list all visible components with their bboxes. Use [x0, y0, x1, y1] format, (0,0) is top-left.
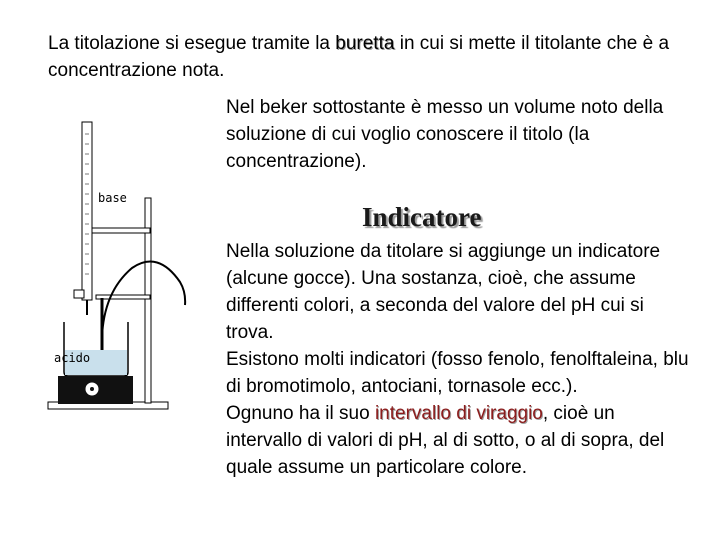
indicator-definition: Nella soluzione da titolare si aggiunge un indicatore (alcune gocce). Una sostanza, cioè, che assume differenti colori, a seconda del valore del pH cui si trova.	[226, 241, 661, 343]
burette-tube	[82, 122, 92, 300]
probe-cable	[102, 262, 185, 350]
indicatore-heading: Indicatore	[362, 202, 482, 232]
burette-stopcock	[74, 290, 84, 298]
indicatore-paragraph	[226, 238, 696, 481]
intro-text-end: in cui si mette il titolante che è a concentrazione nota.	[48, 33, 670, 81]
buretta-term: buretta	[335, 33, 395, 54]
viraggio-text-end: , cioè un intervallo di valori di pH, al di sotto, o al di sopra, del quale assume un particolare colore.	[226, 403, 665, 478]
stirrer-knob-center	[90, 387, 94, 391]
base-label: base	[98, 191, 127, 205]
lower-clamp-arm	[96, 295, 150, 299]
viraggio-text-start: Ognuno ha il suo	[226, 403, 375, 424]
indicator-examples: Esistono molti indicatori (fosso fenolo, fenolftaleina, blu di bromotimolo, antociani, tornasole ecc.).	[226, 349, 689, 397]
intro-paragraph	[48, 30, 688, 84]
beker-paragraph: Nel beker sottostante è messo un volume noto della soluzione di cui voglio conoscere il titolo (la concentrazione).	[226, 97, 664, 172]
upper-clamp-arm	[90, 228, 150, 233]
intro-text-start: La titolazione si esegue tramite la	[48, 33, 336, 54]
acid-label: acido	[54, 351, 91, 365]
viraggio-term: intervallo di viraggio	[374, 403, 543, 424]
titration-apparatus-illustration	[40, 110, 200, 420]
viraggio-sentence	[226, 400, 696, 481]
